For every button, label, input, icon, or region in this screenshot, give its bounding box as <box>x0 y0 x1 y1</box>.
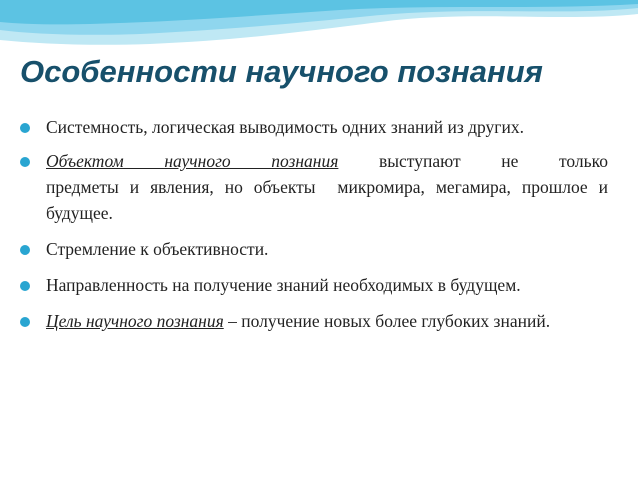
bullet-icon <box>20 281 30 291</box>
bullet-item <box>20 114 608 140</box>
bullet-emphasis: Объектом научного познания <box>46 151 339 171</box>
bullet-icon <box>20 245 30 255</box>
bullet-text: мегамира, прошлое и будущее. <box>46 177 608 223</box>
bullet-list <box>20 114 608 344</box>
bullet-icon <box>20 157 30 167</box>
bullet-text: – получение новых более глубоких знаний. <box>223 311 551 331</box>
bullet-icon <box>20 317 30 327</box>
bullet-item <box>20 148 608 226</box>
bullet-text: Системность, логическая выводимость одних знаний из других. <box>46 117 524 137</box>
bullet-text: Направленность на получение знаний необходимых в будущем. <box>46 275 521 295</box>
bullet-item <box>20 236 608 262</box>
bullet-text: выступают не только <box>338 151 608 171</box>
slide-title: Особенности научного познания <box>20 54 543 89</box>
bullet-item <box>20 308 608 334</box>
bullet-item <box>20 272 608 298</box>
bullet-emphasis: Цель научного познания <box>46 311 224 331</box>
bullet-text: Стремление к объективности. <box>46 239 269 259</box>
bullet-text: предметы и явления, но объекты микромира, <box>46 177 425 197</box>
bullet-icon <box>20 123 30 133</box>
